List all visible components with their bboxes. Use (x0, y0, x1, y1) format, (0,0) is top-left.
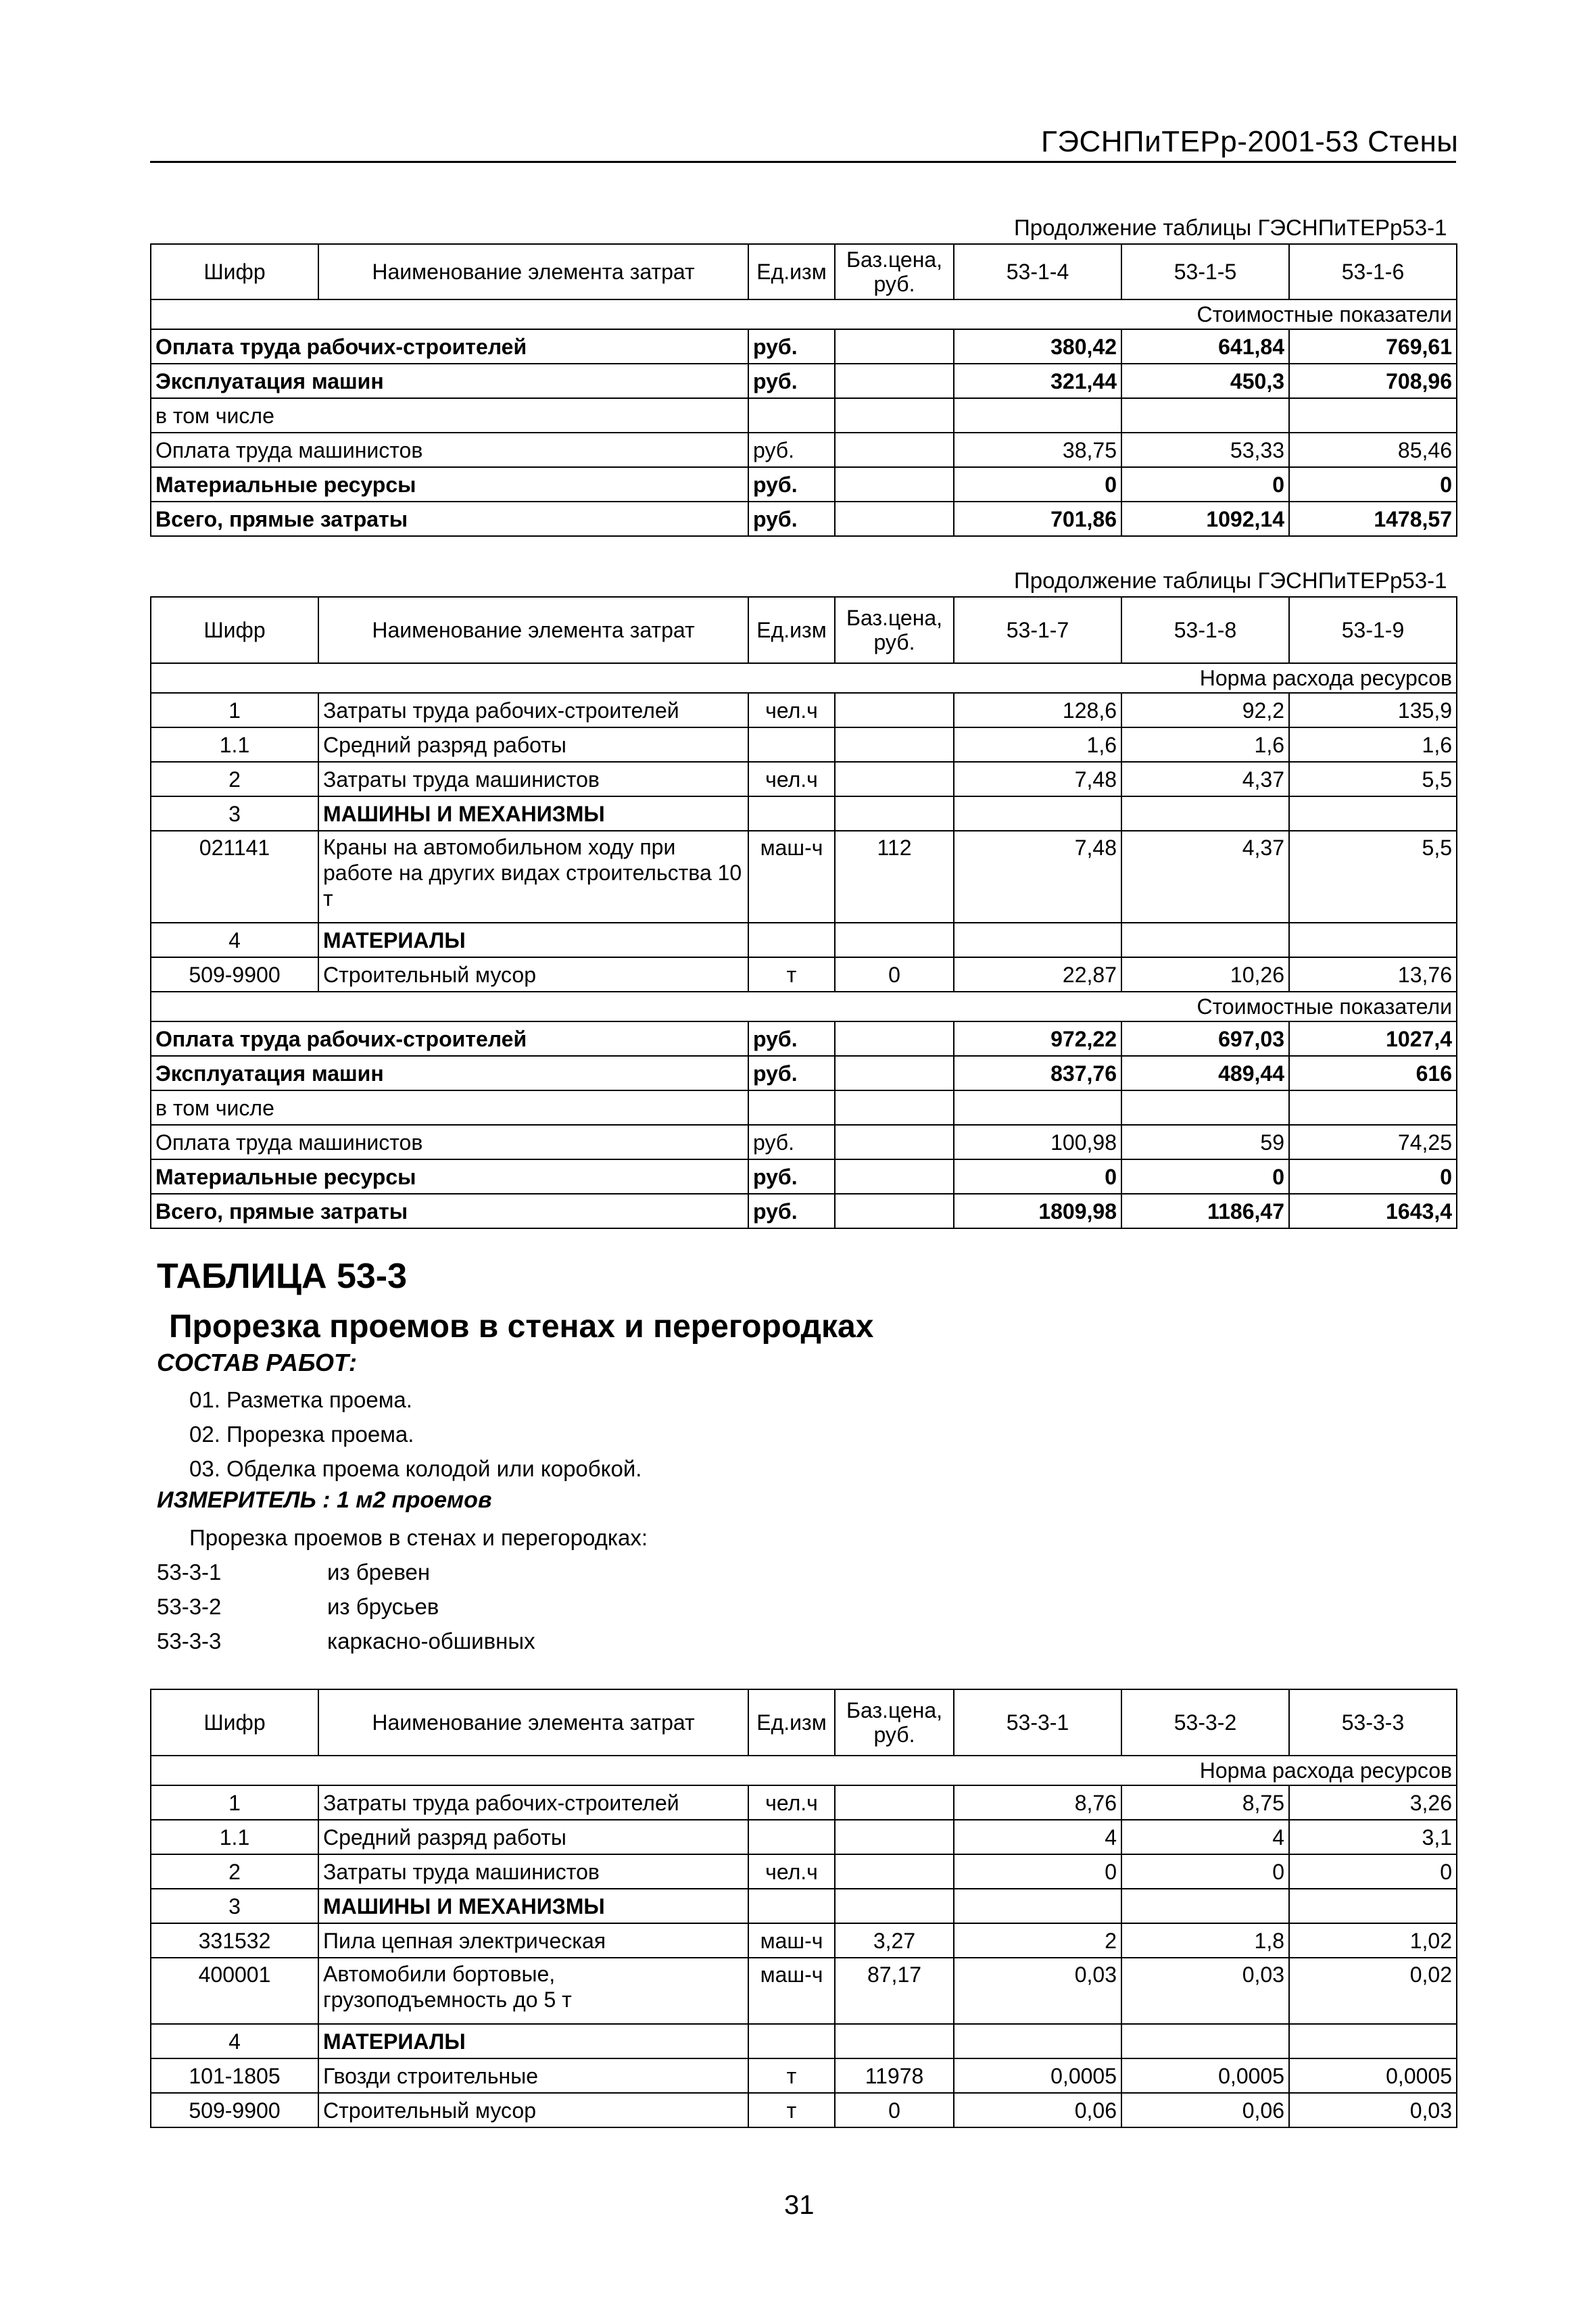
name-cell: МАШИНЫ И МЕХАНИЗМЫ (318, 1889, 748, 1923)
value-cell (1289, 1889, 1457, 1923)
col-value-header: 53-1-8 (1121, 597, 1289, 663)
unit-cell (748, 2024, 835, 2058)
price-cell (835, 433, 954, 467)
unit-cell: руб. (748, 502, 835, 536)
table-row (151, 727, 1457, 762)
col-value-header: 53-1-4 (954, 244, 1121, 299)
name-cell: Краны на автомобильном ходу при работе на других видах строительства 10 т (318, 831, 748, 923)
page-number: 31 (784, 2190, 815, 2220)
value-cell (954, 796, 1121, 831)
section-label: Норма расхода ресурсов (151, 1756, 1457, 1785)
table-row (151, 398, 1457, 433)
col-code-header: Шифр (151, 1689, 318, 1756)
value-cell: 0,0005 (954, 2058, 1121, 2093)
value-cell: 22,87 (954, 957, 1121, 992)
section-label: Стоимостные показатели (151, 992, 1457, 1021)
table3-header-row (151, 1689, 1457, 1756)
variant-code: 53-3-1 (157, 1560, 222, 1585)
code-cell: 1 (151, 1785, 318, 1820)
col-name-header: Наименование элемента затрат (318, 244, 748, 299)
cost-name: Оплата труда рабочих-строителей (151, 329, 748, 364)
measure-unit: ИЗМЕРИТЕЛЬ : 1 м2 проемов (157, 1487, 492, 1513)
table3-section-row (151, 1756, 1457, 1785)
price-cell (835, 1159, 954, 1194)
value-cell: 0,0005 (1121, 2058, 1289, 2093)
table-row (151, 329, 1457, 364)
price-cell (835, 1854, 954, 1889)
value-cell: 1478,57 (1289, 502, 1457, 536)
unit-cell: маш-ч (748, 1958, 835, 2024)
name-cell: Строительный мусор (318, 2093, 748, 2127)
table1-header-row (151, 244, 1457, 299)
unit-cell (748, 796, 835, 831)
value-cell: 1092,14 (1121, 502, 1289, 536)
cost-name: Оплата труда машинистов (151, 1125, 748, 1159)
value-cell: 0,0005 (1289, 2058, 1457, 2093)
unit-cell: руб. (748, 1021, 835, 1056)
price-cell (835, 1056, 954, 1090)
table-row (151, 2058, 1457, 2093)
price-cell (835, 1090, 954, 1125)
name-cell: Затраты труда машинистов (318, 1854, 748, 1889)
unit-cell: маш-ч (748, 831, 835, 923)
unit-cell: руб. (748, 467, 835, 502)
col-value-header: 53-1-9 (1289, 597, 1457, 663)
value-cell: 0 (1289, 1159, 1457, 1194)
value-cell: 697,03 (1121, 1021, 1289, 1056)
value-cell: 1186,47 (1121, 1194, 1289, 1228)
cost-name: Оплата труда рабочих-строителей (151, 1021, 748, 1056)
value-cell: 0,06 (1121, 2093, 1289, 2127)
col-value-header: 53-3-3 (1289, 1689, 1457, 1756)
table1-section-row (151, 299, 1457, 329)
value-cell (1121, 1889, 1289, 1923)
price-cell (835, 923, 954, 957)
col-code-header: Шифр (151, 597, 318, 663)
table-row (151, 467, 1457, 502)
cost-name: Материальные ресурсы (151, 1159, 748, 1194)
value-cell: 450,3 (1121, 364, 1289, 398)
table2-header-row (151, 597, 1457, 663)
table1 (150, 243, 1457, 537)
value-cell: 128,6 (954, 693, 1121, 727)
value-cell (1289, 923, 1457, 957)
code-cell: 509-9900 (151, 2093, 318, 2127)
value-cell: 0,02 (1289, 1958, 1457, 2024)
unit-cell: руб. (748, 364, 835, 398)
unit-cell: т (748, 957, 835, 992)
col-value-header: 53-3-1 (954, 1689, 1121, 1756)
value-cell: 74,25 (1289, 1125, 1457, 1159)
value-cell: 100,98 (954, 1125, 1121, 1159)
name-cell: Средний разряд работы (318, 1820, 748, 1854)
table-row (151, 1159, 1457, 1194)
code-cell: 331532 (151, 1923, 318, 1958)
cost-name: Оплата труда машинистов (151, 433, 748, 467)
value-cell (1121, 2024, 1289, 2058)
code-cell: 400001 (151, 1958, 318, 2024)
price-cell (835, 364, 954, 398)
cost-name: Эксплуатация машин (151, 364, 748, 398)
price-cell (835, 467, 954, 502)
cost-name: Всего, прямые затраты (151, 502, 748, 536)
value-cell: 0,03 (1289, 2093, 1457, 2127)
table-row (151, 1923, 1457, 1958)
table-row (151, 2024, 1457, 2058)
value-cell: 380,42 (954, 329, 1121, 364)
col-value-header: 53-3-2 (1121, 1689, 1289, 1756)
value-cell (954, 2024, 1121, 2058)
unit-cell (748, 1090, 835, 1125)
value-cell: 489,44 (1121, 1056, 1289, 1090)
name-cell: МАШИНЫ И МЕХАНИЗМЫ (318, 796, 748, 831)
table-row (151, 1194, 1457, 1228)
table-row (151, 831, 1457, 923)
code-cell: 4 (151, 923, 318, 957)
variant-code: 53-3-3 (157, 1629, 222, 1654)
name-cell: Автомобили бортовые, грузоподъемность до 5 т (318, 1958, 748, 2024)
price-cell (835, 2024, 954, 2058)
table-row (151, 796, 1457, 831)
table-title: ТАБЛИЦА 53-3 (157, 1257, 408, 1296)
table2-section-row (151, 663, 1457, 693)
value-cell (1289, 398, 1457, 433)
work-item: 02. Прорезка проема. (189, 1422, 414, 1447)
value-cell: 0,03 (954, 1958, 1121, 2024)
value-cell: 837,76 (954, 1056, 1121, 1090)
cost-name: Эксплуатация машин (151, 1056, 748, 1090)
unit-cell (748, 1889, 835, 1923)
table-row (151, 762, 1457, 796)
value-cell: 8,75 (1121, 1785, 1289, 1820)
price-cell (835, 796, 954, 831)
table-subtitle: Прорезка проемов в стенах и перегородках (169, 1309, 874, 1345)
code-cell: 2 (151, 762, 318, 796)
price-cell (835, 727, 954, 762)
name-cell: Пила цепная электрическая (318, 1923, 748, 1958)
table-row (151, 1090, 1457, 1125)
value-cell: 5,5 (1289, 831, 1457, 923)
work-item: 03. Обделка проема колодой или коробкой. (189, 1456, 642, 1481)
value-cell: 4,37 (1121, 762, 1289, 796)
unit-cell: руб. (748, 1056, 835, 1090)
value-cell: 972,22 (954, 1021, 1121, 1056)
code-cell: 509-9900 (151, 957, 318, 992)
table-row (151, 364, 1457, 398)
work-item: 01. Разметка проема. (189, 1387, 412, 1412)
value-cell: 1,6 (954, 727, 1121, 762)
col-unit-header: Ед.изм (748, 1689, 835, 1756)
col-name-header: Наименование элемента затрат (318, 1689, 748, 1756)
value-cell (954, 923, 1121, 957)
col-price-header: Баз.цена, руб. (835, 597, 954, 663)
value-cell: 1027,4 (1289, 1021, 1457, 1056)
value-cell: 1,6 (1121, 727, 1289, 762)
price-cell: 11978 (835, 2058, 954, 2093)
value-cell: 0 (1289, 467, 1457, 502)
value-cell: 92,2 (1121, 693, 1289, 727)
value-cell: 616 (1289, 1056, 1457, 1090)
unit-cell: чел.ч (748, 693, 835, 727)
price-cell (835, 1785, 954, 1820)
value-cell (1289, 796, 1457, 831)
code-cell: 1.1 (151, 1820, 318, 1854)
value-cell: 321,44 (954, 364, 1121, 398)
unit-cell: т (748, 2093, 835, 2127)
cost-name: Материальные ресурсы (151, 467, 748, 502)
price-cell (835, 329, 954, 364)
value-cell (1121, 1090, 1289, 1125)
value-cell: 8,76 (954, 1785, 1121, 1820)
col-price-header: Баз.цена, руб. (835, 1689, 954, 1756)
value-cell: 0,03 (1121, 1958, 1289, 2024)
unit-cell: руб. (748, 1159, 835, 1194)
table3 (150, 1689, 1457, 2128)
col-code-header: Шифр (151, 244, 318, 299)
table-row (151, 433, 1457, 467)
value-cell (1121, 796, 1289, 831)
price-cell (835, 1889, 954, 1923)
cost-name: в том числе (151, 398, 748, 433)
table1-continuation: Продолжение таблицы ГЭСНПиТЕРр53-1 (1014, 215, 1447, 240)
price-cell (835, 1125, 954, 1159)
unit-cell (748, 1820, 835, 1854)
col-unit-header: Ед.изм (748, 597, 835, 663)
value-cell: 4 (1121, 1820, 1289, 1854)
unit-cell: руб. (748, 1125, 835, 1159)
table-row (151, 1889, 1457, 1923)
section-label: Стоимостные показатели (151, 299, 1457, 329)
col-unit-header: Ед.изм (748, 244, 835, 299)
section-label: Норма расхода ресурсов (151, 663, 1457, 693)
value-cell (954, 1889, 1121, 1923)
cost-name: Всего, прямые затраты (151, 1194, 748, 1228)
name-cell: МАТЕРИАЛЫ (318, 923, 748, 957)
unit-cell (748, 923, 835, 957)
value-cell: 13,76 (1289, 957, 1457, 992)
value-cell: 135,9 (1289, 693, 1457, 727)
value-cell: 769,61 (1289, 329, 1457, 364)
value-cell: 1643,4 (1289, 1194, 1457, 1228)
unit-cell: чел.ч (748, 1854, 835, 1889)
code-cell: 4 (151, 2024, 318, 2058)
col-name-header: Наименование элемента затрат (318, 597, 748, 663)
name-cell: Затраты труда рабочих-строителей (318, 693, 748, 727)
price-cell: 87,17 (835, 1958, 954, 2024)
value-cell: 4 (954, 1820, 1121, 1854)
price-cell (835, 1820, 954, 1854)
value-cell: 0 (1289, 1854, 1457, 1889)
value-cell: 38,75 (954, 433, 1121, 467)
value-cell: 3,1 (1289, 1820, 1457, 1854)
price-cell: 112 (835, 831, 954, 923)
table-row (151, 1854, 1457, 1889)
code-cell: 1 (151, 693, 318, 727)
document-code: ГЭСНПиТЕРр-2001-53 Стены (1041, 125, 1459, 158)
value-cell: 5,5 (1289, 762, 1457, 796)
value-cell (1289, 2024, 1457, 2058)
value-cell: 10,26 (1121, 957, 1289, 992)
price-cell: 0 (835, 2093, 954, 2127)
name-cell: Средний разряд работы (318, 727, 748, 762)
table-row (151, 1820, 1457, 1854)
name-cell: Затраты труда машинистов (318, 762, 748, 796)
col-value-header: 53-1-6 (1289, 244, 1457, 299)
unit-cell: руб. (748, 1194, 835, 1228)
unit-cell: руб. (748, 433, 835, 467)
header-divider (150, 161, 1456, 163)
table-row (151, 957, 1457, 992)
table-row (151, 502, 1457, 536)
value-cell: 0 (954, 1159, 1121, 1194)
value-cell: 7,48 (954, 762, 1121, 796)
work-heading: СОСТАВ РАБОТ: (157, 1349, 357, 1376)
price-cell (835, 1194, 954, 1228)
col-value-header: 53-1-5 (1121, 244, 1289, 299)
code-cell: 2 (151, 1854, 318, 1889)
value-cell: 0 (1121, 1854, 1289, 1889)
unit-cell (748, 727, 835, 762)
variants-intro: Прорезка проемов в стенах и перегородках: (189, 1525, 648, 1550)
value-cell: 85,46 (1289, 433, 1457, 467)
code-cell: 101-1805 (151, 2058, 318, 2093)
value-cell (954, 1090, 1121, 1125)
value-cell: 1,8 (1121, 1923, 1289, 1958)
value-cell (1289, 1090, 1457, 1125)
value-cell (954, 398, 1121, 433)
table-row (151, 1056, 1457, 1090)
unit-cell: руб. (748, 329, 835, 364)
unit-cell: чел.ч (748, 762, 835, 796)
table-row (151, 1958, 1457, 2024)
value-cell: 701,86 (954, 502, 1121, 536)
price-cell (835, 502, 954, 536)
code-cell: 021141 (151, 831, 318, 923)
variant-label: из бревен (327, 1560, 431, 1585)
price-cell (835, 1021, 954, 1056)
value-cell: 3,26 (1289, 1785, 1457, 1820)
value-cell: 641,84 (1121, 329, 1289, 364)
value-cell: 0 (954, 1854, 1121, 1889)
table2-continuation: Продолжение таблицы ГЭСНПиТЕРр53-1 (1014, 568, 1447, 593)
price-cell (835, 762, 954, 796)
value-cell: 59 (1121, 1125, 1289, 1159)
table-row (151, 1785, 1457, 1820)
code-cell: 3 (151, 1889, 318, 1923)
unit-cell (748, 398, 835, 433)
table-row (151, 693, 1457, 727)
variant-label: из брусьев (327, 1594, 439, 1619)
variant-label: каркасно-обшивных (327, 1629, 535, 1654)
price-cell: 3,27 (835, 1923, 954, 1958)
value-cell: 1,6 (1289, 727, 1457, 762)
table-row (151, 2093, 1457, 2127)
price-cell (835, 398, 954, 433)
value-cell (1121, 923, 1289, 957)
unit-cell: чел.ч (748, 1785, 835, 1820)
value-cell: 7,48 (954, 831, 1121, 923)
code-cell: 1.1 (151, 727, 318, 762)
table-row (151, 1021, 1457, 1056)
table-row (151, 923, 1457, 957)
cost-name: в том числе (151, 1090, 748, 1125)
value-cell: 4,37 (1121, 831, 1289, 923)
value-cell: 53,33 (1121, 433, 1289, 467)
value-cell: 0 (1121, 467, 1289, 502)
value-cell: 2 (954, 1923, 1121, 1958)
unit-cell: т (748, 2058, 835, 2093)
value-cell (1121, 398, 1289, 433)
value-cell: 708,96 (1289, 364, 1457, 398)
unit-cell: маш-ч (748, 1923, 835, 1958)
value-cell: 0 (954, 467, 1121, 502)
value-cell: 1,02 (1289, 1923, 1457, 1958)
table2-section-row (151, 992, 1457, 1021)
name-cell: Гвозди строительные (318, 2058, 748, 2093)
table-row (151, 1125, 1457, 1159)
col-price-header: Баз.цена, руб. (835, 244, 954, 299)
price-cell: 0 (835, 957, 954, 992)
name-cell: МАТЕРИАЛЫ (318, 2024, 748, 2058)
code-cell: 3 (151, 796, 318, 831)
variant-code: 53-3-2 (157, 1594, 222, 1619)
price-cell (835, 693, 954, 727)
name-cell: Затраты труда рабочих-строителей (318, 1785, 748, 1820)
name-cell: Строительный мусор (318, 957, 748, 992)
col-value-header: 53-1-7 (954, 597, 1121, 663)
value-cell: 0 (1121, 1159, 1289, 1194)
value-cell: 0,06 (954, 2093, 1121, 2127)
table2 (150, 596, 1457, 1229)
value-cell: 1809,98 (954, 1194, 1121, 1228)
